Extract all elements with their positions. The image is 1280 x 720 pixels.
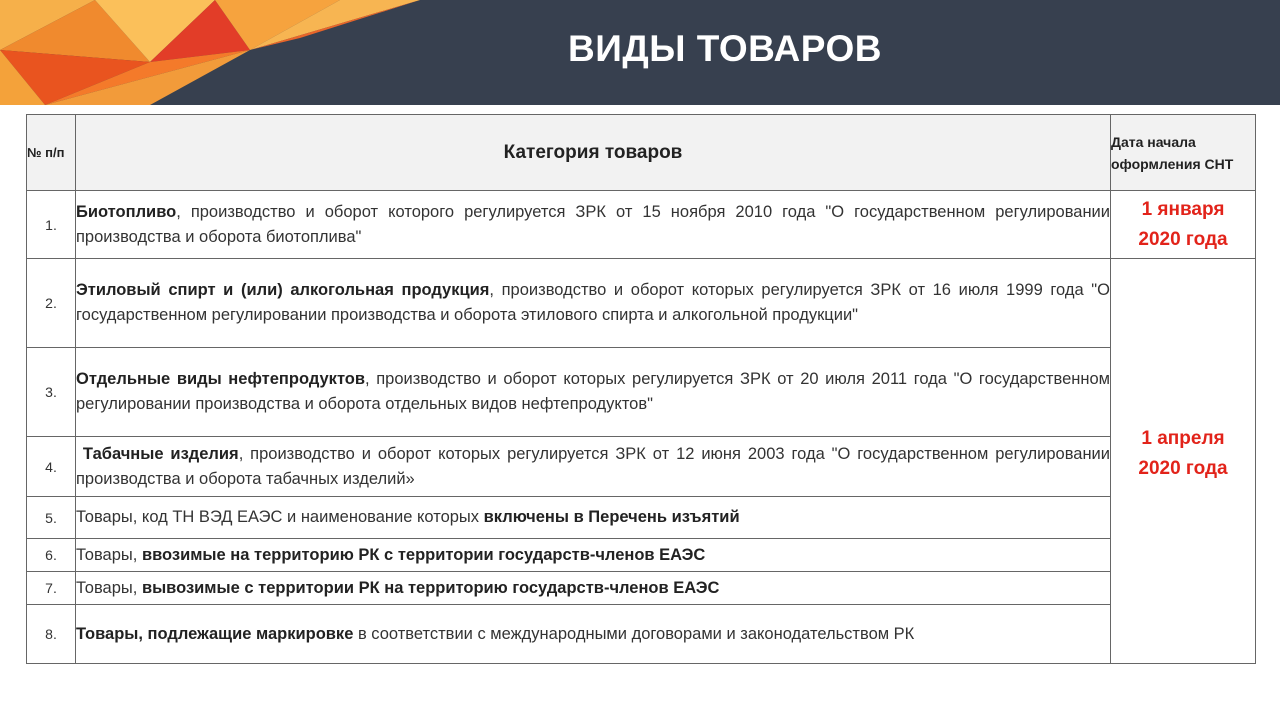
table-header-row bbox=[27, 115, 1256, 191]
row-description bbox=[76, 497, 1111, 539]
row-bold-text: ввозимые на территорию РК с территории государств-членов ЕАЭС bbox=[141, 545, 706, 564]
row-bold-text: Товары, подлежащие маркировке bbox=[76, 624, 354, 643]
row-number: 2. bbox=[27, 259, 76, 348]
row-description bbox=[76, 191, 1111, 259]
header-category: Категория товаров bbox=[76, 115, 1111, 191]
row-text: Товары, bbox=[76, 545, 142, 564]
row-bold-text: Этиловый спирт и (или) алкогольная продукция bbox=[76, 281, 490, 299]
row-text: Товары, bbox=[76, 578, 142, 597]
table-row bbox=[27, 191, 1256, 259]
row-number: 3. bbox=[27, 348, 76, 437]
row-number: 6. bbox=[27, 539, 76, 572]
table-row bbox=[27, 605, 1256, 664]
row-number: 1. bbox=[27, 191, 76, 259]
row-number: 4. bbox=[27, 437, 76, 497]
date-line2: 2020 года bbox=[1138, 228, 1228, 250]
table-row bbox=[27, 259, 1256, 348]
row-description bbox=[76, 259, 1111, 348]
date-cell-january bbox=[1111, 191, 1256, 259]
row-number: 5. bbox=[27, 497, 76, 539]
row-text: , производство и оборот которого регулируется ЗРК от 15 ноября 2010 года "О государственном регулировании производства и оборота биотоплива" bbox=[76, 202, 1110, 246]
table-row bbox=[27, 348, 1256, 437]
row-bold-text: Биотопливо bbox=[76, 202, 177, 221]
header-date: Дата начала оформления СНТ bbox=[1111, 115, 1256, 191]
date-line1: 1 апреля bbox=[1141, 428, 1225, 449]
row-bold-text: Отдельные виды нефтепродуктов bbox=[76, 370, 366, 388]
date-line2: 2020 года bbox=[1138, 458, 1228, 479]
row-number: 8. bbox=[27, 605, 76, 664]
row-text: , производство и оборот которых регулируется ЗРК от 12 июня 2003 года "О государственном регулировании производства и оборота табачных изделий» bbox=[76, 444, 1110, 488]
row-bold-text: Табачные изделия bbox=[82, 444, 239, 463]
row-number: 7. bbox=[27, 572, 76, 605]
table-row bbox=[27, 572, 1256, 605]
row-description bbox=[76, 605, 1111, 664]
row-text: , производство и оборот которых регулируется ЗРК от 20 июля 2011 года "О государственном регулировании производства и оборота отдельных видов нефтепродуктов" bbox=[76, 370, 1110, 413]
header-num: № п/п bbox=[27, 115, 76, 191]
decorative-triangles-graphic bbox=[0, 0, 430, 105]
page-title: ВИДЫ ТОВАРОВ bbox=[568, 28, 882, 69]
row-description bbox=[76, 572, 1111, 605]
table-row bbox=[27, 497, 1256, 539]
row-description bbox=[76, 539, 1111, 572]
table-row bbox=[27, 539, 1256, 572]
table-row bbox=[27, 437, 1256, 497]
row-bold-text: включены в Перечень изъятий bbox=[483, 508, 740, 526]
row-text: в соответствии с международными договорами и законодательством РК bbox=[353, 624, 915, 643]
header-bar bbox=[0, 0, 1280, 105]
date-cell-april bbox=[1111, 259, 1256, 664]
date-line1: 1 января bbox=[1141, 198, 1225, 220]
row-bold-text: вывозимые с территории РК на территорию государств-членов ЕАЭС bbox=[141, 578, 720, 597]
row-text: Товары, код ТН ВЭД ЕАЭС и наименование которых bbox=[76, 508, 484, 526]
row-description bbox=[76, 437, 1111, 497]
row-text: , производство и оборот которых регулируется ЗРК от 16 июля 1999 года "О государственном регулировании производства и оборота этилового спирта и алкогольной продукции" bbox=[76, 281, 1110, 324]
row-description bbox=[76, 348, 1111, 437]
goods-table bbox=[26, 114, 1256, 664]
